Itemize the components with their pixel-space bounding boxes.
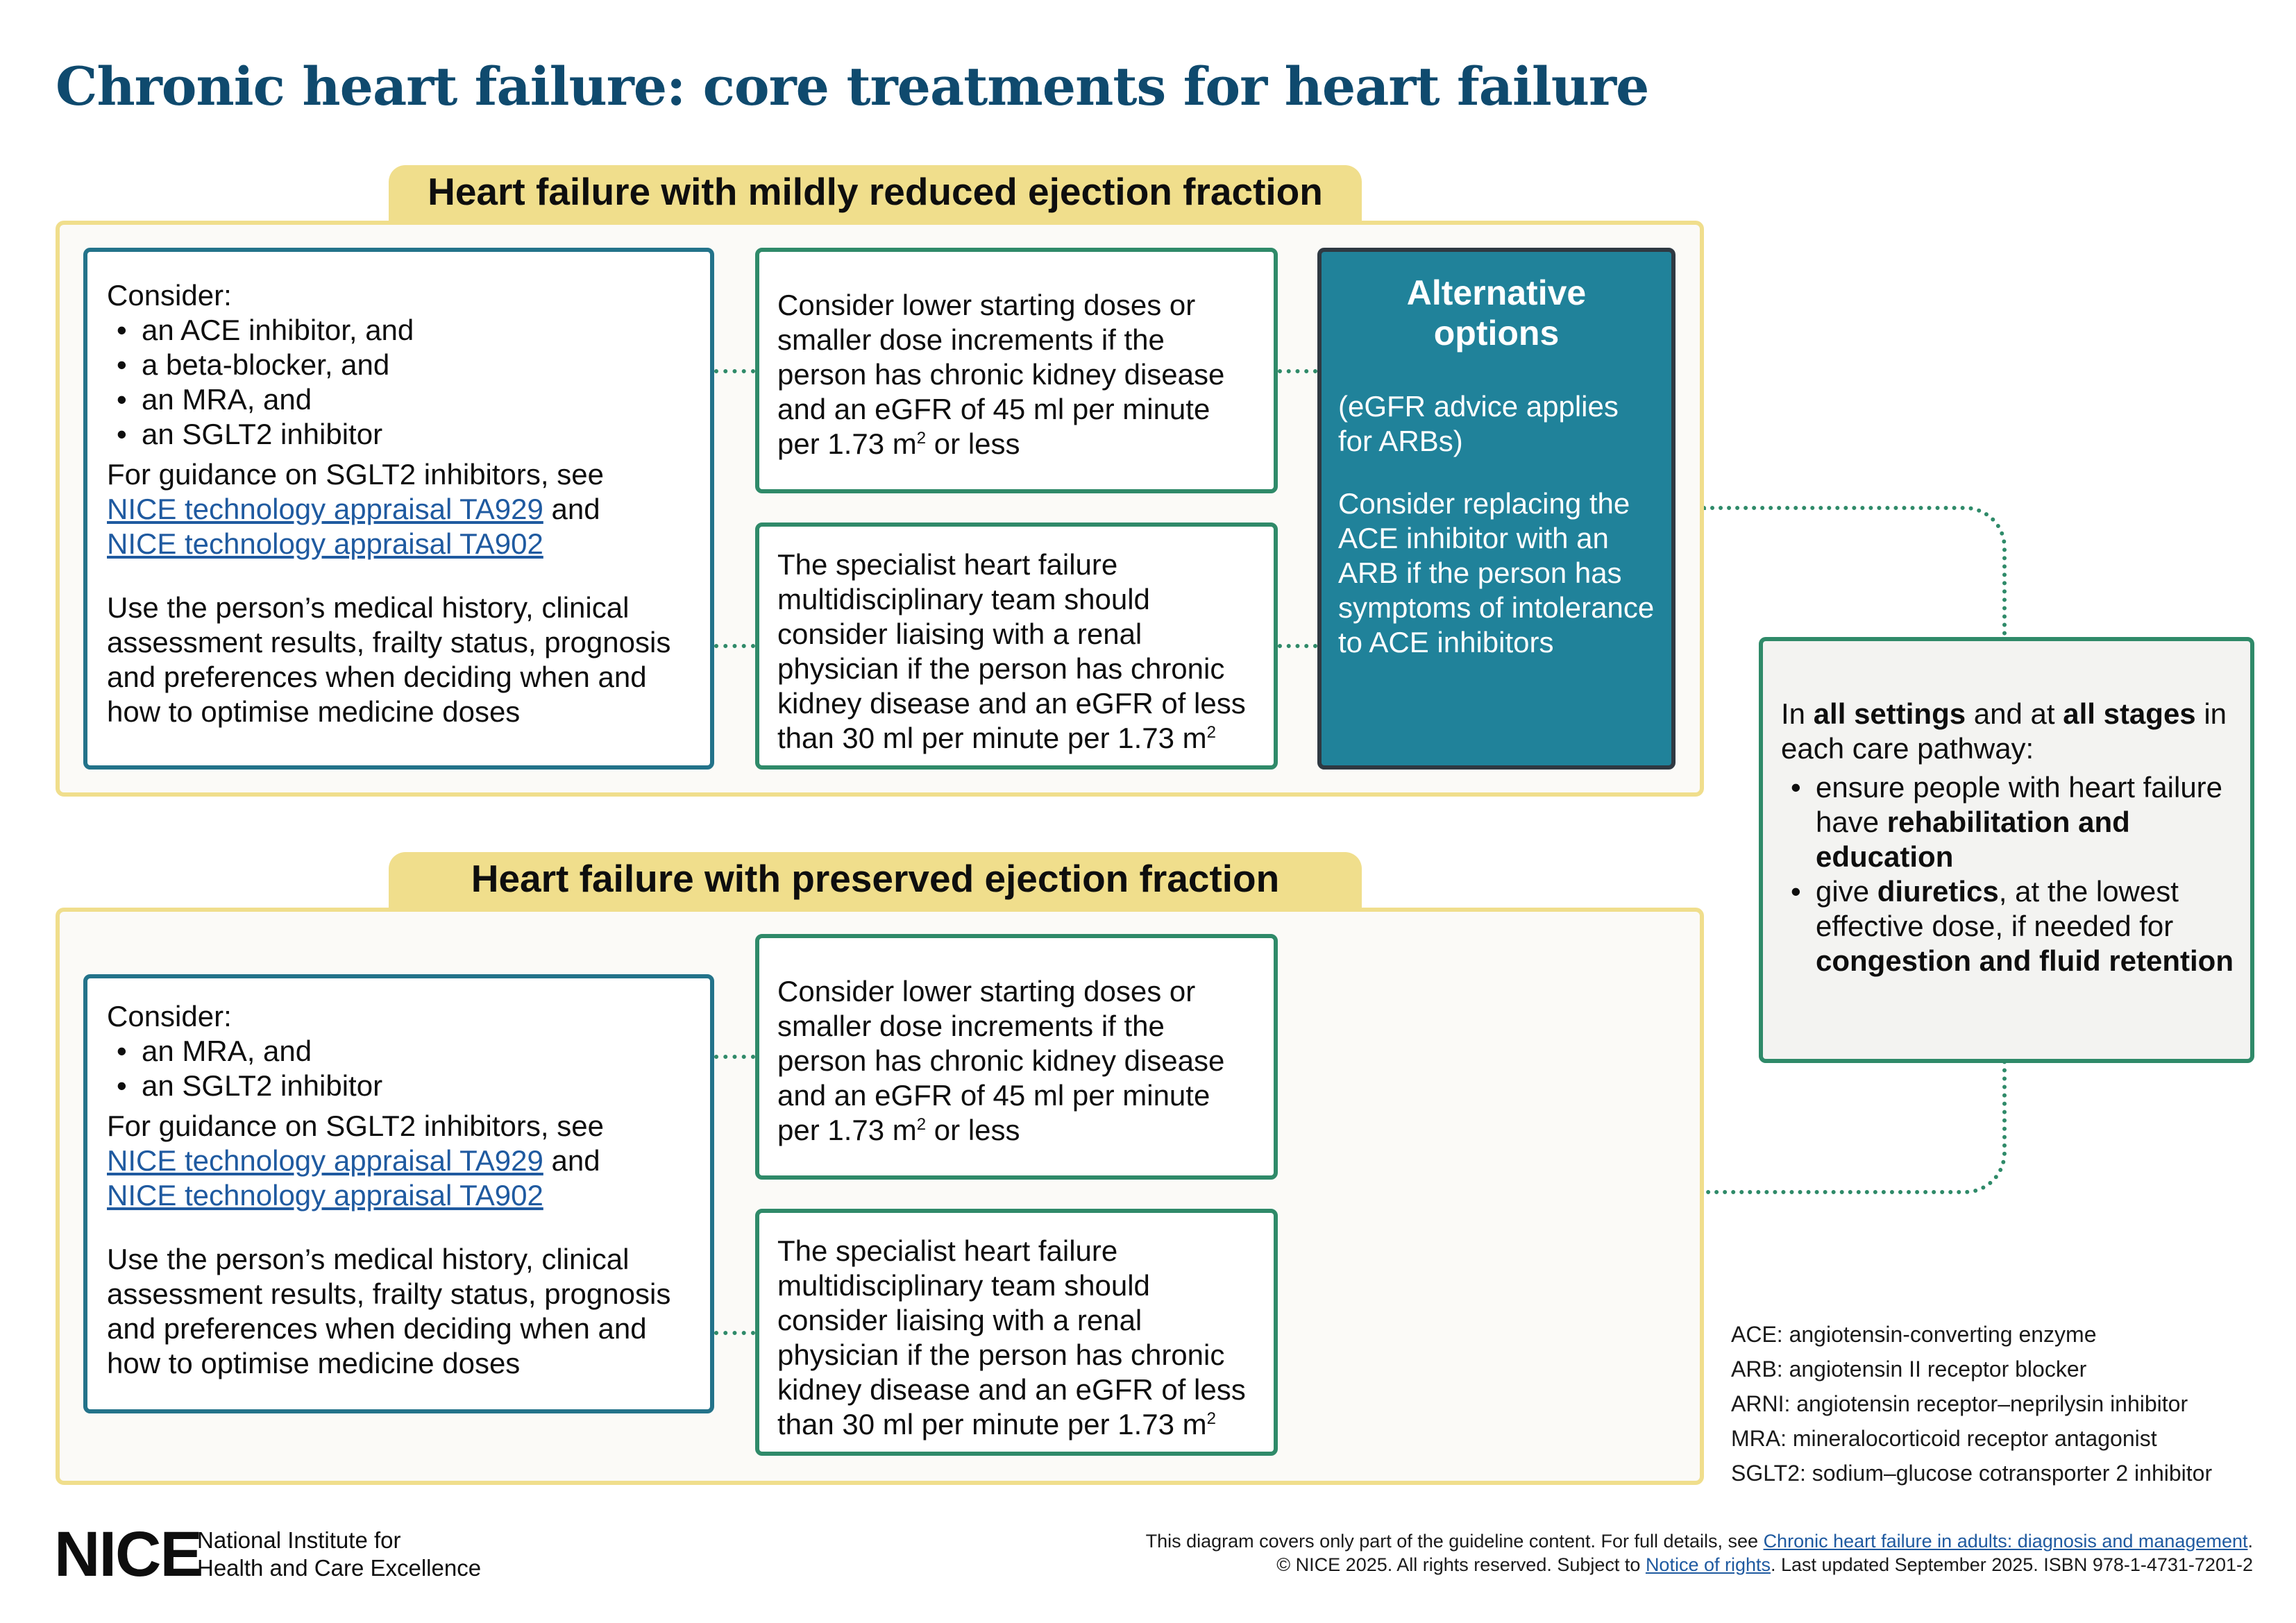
alternative-text: Consider replacing the ACE inhibitor with an ARB if the person has symptoms of intolerance to ACE inhibitors (1338, 487, 1655, 658)
specialist-text: The specialist heart failure multidisciplinary team should consider liaising with a renal physician if the person has chronic kidney disease and an eGFR of less than 30 ml per minute per 1.73 m (777, 1234, 1246, 1441)
text-fragment: , at the lowest effective dose, if needed for (1816, 875, 2179, 942)
list-item: • an SGLT2 inhibitor (107, 417, 689, 452)
footer-line-2 (833, 1553, 2253, 1577)
text-fragment: This diagram covers only part of the guideline content. For full details, see (1145, 1531, 1764, 1552)
list-item: • an ACE inhibitor, and (107, 313, 689, 348)
consider-heading: Consider: (107, 1000, 232, 1033)
link-and: and (551, 493, 600, 525)
connector-curve-bottom (1704, 1062, 2007, 1194)
text-fragment: all stages (2063, 697, 2196, 730)
superscript: 2 (1206, 723, 1217, 742)
nice-institute-name (197, 1527, 544, 1582)
guidance-links (107, 1144, 689, 1178)
all-settings-intro (1763, 641, 2250, 766)
footer-line-1 (833, 1529, 2253, 1553)
text-fragment: give (1816, 875, 1877, 908)
institute-line: Health and Care Excellence (197, 1555, 482, 1581)
hfmref-dose-box (755, 248, 1278, 493)
dose-tail: or less (926, 427, 1020, 460)
connector-line (1278, 369, 1317, 373)
text-fragment: © NICE 2025. All rights reserved. Subject to (1276, 1554, 1646, 1575)
abbreviation: ARB: angiotensin II receptor blocker (1731, 1357, 2087, 1382)
ta929-link[interactable]: NICE technology appraisal TA929 (107, 493, 543, 525)
history-text: Use the person’s medical history, clinical assessment results, frailty status, prognosis and preferences when deciding when and how to optimise medicine doses (107, 1243, 671, 1379)
text-fragment: in each care pathway: (1781, 697, 2227, 765)
link-and: and (551, 1144, 600, 1177)
dose-tail: or less (926, 1114, 1020, 1146)
list-item: • an MRA, and (107, 382, 689, 417)
hfmref-tab: Heart failure with mildly reduced ejection fraction (389, 165, 1362, 225)
abbreviations-list (1731, 1317, 2272, 1490)
text-fragment: ensure people with heart failure have (1816, 771, 2223, 838)
ta929-link[interactable]: NICE technology appraisal TA929 (107, 1144, 543, 1177)
connector-line (714, 369, 755, 373)
hfmref-specialist-box (755, 522, 1278, 770)
list-item: • an SGLT2 inhibitor (107, 1069, 689, 1103)
connector-line (714, 1055, 755, 1059)
text-fragment: congestion and fluid retention (1816, 944, 2234, 977)
consider-heading: Consider: (107, 279, 232, 312)
hfpef-dose-box (755, 934, 1278, 1180)
list-item: • an MRA, and (107, 1034, 689, 1069)
abbreviation: SGLT2: sodium–glucose cotransporter 2 inhibitor (1731, 1461, 2213, 1486)
alternative-options-title: Alternative options (1406, 273, 1587, 352)
alternative-options-box (1317, 248, 1675, 770)
text-fragment: all settings (1813, 697, 1966, 730)
specialist-text: The specialist heart failure multidisciplinary team should consider liaising with a renal physician if the person has chronic kidney disease and an eGFR of less than 30 ml per minute per 1.73 m (777, 548, 1246, 754)
dose-text: Consider lower starting doses or smaller dose increments if the person has chronic kidney disease and an eGFR of 45 ml per minute per 1.73 m (777, 975, 1225, 1146)
list-item: • a beta-blocker, and (107, 348, 689, 382)
all-settings-box (1759, 637, 2254, 1063)
hfmref-consider-box (83, 248, 714, 770)
connector-curve-top (1704, 506, 2007, 638)
superscript: 2 (916, 429, 927, 448)
list-item (1781, 874, 2236, 978)
connector-line (714, 644, 755, 648)
alternative-note: (eGFR advice applies for ARBs) (1338, 390, 1619, 457)
list-item (1781, 770, 2236, 874)
abbreviation: ARNI: angiotensin receptor–neprilysin inhibitor (1731, 1391, 2188, 1416)
guidance-links (107, 492, 689, 527)
text-fragment: . (2247, 1531, 2253, 1552)
text-fragment: diuretics (1877, 875, 1999, 908)
superscript: 2 (916, 1115, 927, 1134)
text-fragment: and at (1966, 697, 2063, 730)
connector-line (714, 1331, 755, 1335)
hfpef-tab: Heart failure with preserved ejection fraction (389, 852, 1362, 912)
hfpef-consider-box (83, 974, 714, 1413)
consider-list (107, 313, 689, 452)
history-text: Use the person’s medical history, clinical assessment results, frailty status, prognosis and preferences when deciding when and how to optimise medicine doses (107, 591, 671, 728)
abbreviation: ACE: angiotensin-converting enzyme (1731, 1322, 2097, 1347)
page-title: Chronic heart failure: core treatments for heart failure (56, 56, 1649, 117)
text-fragment: In (1781, 697, 1814, 730)
ta902-link[interactable]: NICE technology appraisal TA902 (107, 527, 543, 560)
dose-text: Consider lower starting doses or smaller dose increments if the person has chronic kidney disease and an eGFR of 45 ml per minute per 1.73 m (777, 289, 1225, 460)
superscript: 2 (1206, 1409, 1217, 1428)
ta902-link[interactable]: NICE technology appraisal TA902 (107, 1179, 543, 1212)
notice-of-rights-link[interactable]: Notice of rights (1645, 1554, 1771, 1575)
connector-line (1278, 644, 1317, 648)
guidance-text: For guidance on SGLT2 inhibitors, see (107, 1110, 604, 1142)
all-settings-list (1763, 766, 2250, 978)
institute-line: National Institute for (197, 1527, 401, 1553)
text-fragment: . Last updated September 2025. ISBN 978-1-4731-7201-2 (1771, 1554, 2253, 1575)
hfpef-specialist-box (755, 1209, 1278, 1456)
consider-list (107, 1034, 689, 1103)
nice-logo: NICE (54, 1519, 201, 1590)
footer (833, 1529, 2253, 1577)
guideline-link[interactable]: Chronic heart failure in adults: diagnosis and management (1763, 1531, 2248, 1552)
guidance-text: For guidance on SGLT2 inhibitors, see (107, 458, 604, 491)
abbreviation: MRA: mineralocorticoid receptor antagonist (1731, 1426, 2157, 1451)
text-fragment: rehabilitation and education (1816, 806, 2130, 873)
